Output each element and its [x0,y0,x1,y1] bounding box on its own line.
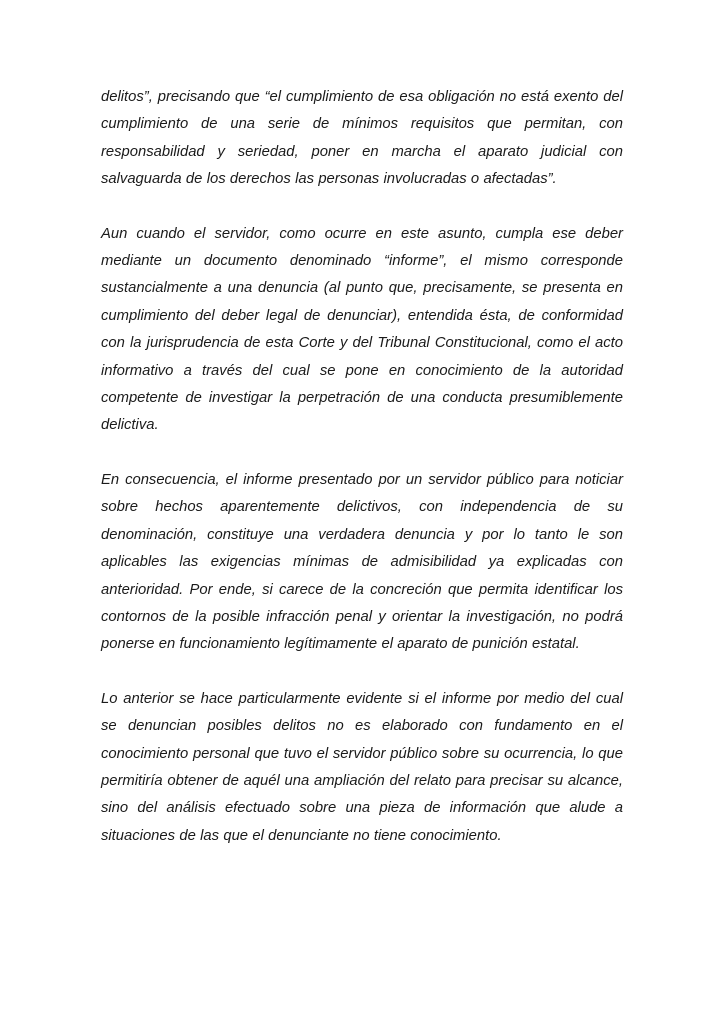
paragraph-3: En consecuencia, el informe presentado por un servidor público para noticiar sobre hechos aparentemente delictivos, con independencia de su denominación, constituye una verdadera denuncia y por lo tanto le son aplicables las exigencias mínimas de admisibilidad ya explicadas con anterioridad. Por ende, si carece de la concreción que permita identificar los contornos de la posible infracción penal y orientar la investigación, no podrá ponerse en funcionamiento legítimamente el aparato de punición estatal. [101,471,623,653]
paragraph-1: delitos”, precisando que “el cumplimiento de esa obligación no está exento del cumplimiento de una serie de mínimos requisitos que permitan, con responsabilidad y seriedad, poner en marcha el aparato judicial con salvaguarda de los derechos las personas involucradas o afectadas”. [101,89,623,188]
paragraph-4: Lo anterior se hace particularmente evidente si el informe por medio del cual se denuncian posibles delitos no es elaborado con fundamento en el conocimiento personal que tuvo el servidor público sobre su ocurrencia, lo que permitiría obtener de aquél una ampliación del relato para precisar su alcance, sino del análisis efectuado sobre una pieza de información que alude a situaciones de las que el denunciante no tiene conocimiento. [101,690,623,844]
body-text [101,84,623,877]
paragraph-2: Aun cuando el servidor, como ocurre en este asunto, cumpla ese deber mediante un documento denominado “informe”, el mismo corresponde sustancialmente a una denuncia (al punto que, precisamente, se presenta en cumplimiento del deber legal de denunciar), entendida ésta, de conformidad con la jurisprudencia de esta Corte y del Tribunal Constitucional, como el acto informativo a través del cual se pone en conocimiento de la autoridad competente de investigar la perpetración de una conducta presumiblemente delictiva. [101,225,623,434]
